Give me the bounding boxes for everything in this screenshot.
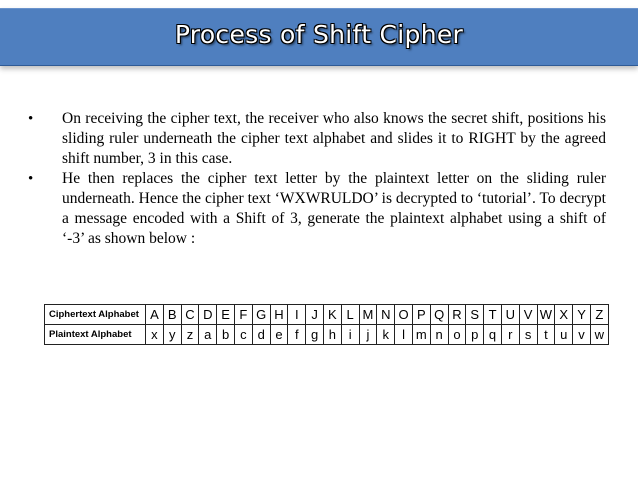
ciphertext-row bbox=[45, 305, 609, 325]
letter-cell: P bbox=[412, 305, 430, 325]
letter-cell: E bbox=[217, 305, 235, 325]
letter-cell: V bbox=[519, 305, 537, 325]
bullet-text: He then replaces the cipher text letter by the plaintext letter on the sliding ruler underneath. Hence the cipher text ‘WXWRULDO’ is decrypted to ‘tutorial’. To decrypt a message encoded with a Shift of 3, generate the plaintext alphabet using a shift of ‘-3’ as shown below : bbox=[62, 170, 606, 247]
row-label: Plaintext Alphabet bbox=[45, 325, 146, 345]
slide-title: Process of Shift Cipher bbox=[174, 20, 464, 49]
letter-cell: e bbox=[270, 325, 288, 345]
letter-cell: I bbox=[288, 305, 306, 325]
letter-cell: s bbox=[519, 325, 537, 345]
letter-cell: K bbox=[323, 305, 341, 325]
bullet-item bbox=[28, 169, 606, 249]
letter-cell: A bbox=[146, 305, 164, 325]
letter-cell: O bbox=[395, 305, 413, 325]
letter-cell: N bbox=[377, 305, 395, 325]
letter-cell: X bbox=[555, 305, 573, 325]
bullet-item bbox=[28, 109, 606, 169]
letter-cell: B bbox=[163, 305, 181, 325]
letter-cell: b bbox=[217, 325, 235, 345]
letter-cell: d bbox=[252, 325, 270, 345]
letter-cell: m bbox=[412, 325, 430, 345]
letter-cell: j bbox=[359, 325, 377, 345]
letter-cell: x bbox=[146, 325, 164, 345]
bullet-marker: • bbox=[28, 171, 34, 187]
letter-cell: Y bbox=[573, 305, 591, 325]
letter-cell: q bbox=[484, 325, 502, 345]
letter-cell: u bbox=[555, 325, 573, 345]
letter-cell: L bbox=[341, 305, 359, 325]
letter-cell: S bbox=[466, 305, 484, 325]
letter-cell: i bbox=[341, 325, 359, 345]
shift-cipher-table bbox=[44, 304, 609, 345]
letter-cell: U bbox=[501, 305, 519, 325]
letter-cell: w bbox=[590, 325, 608, 345]
letter-cell: M bbox=[359, 305, 377, 325]
letter-cell: J bbox=[306, 305, 324, 325]
letter-cell: g bbox=[306, 325, 324, 345]
letter-cell: p bbox=[466, 325, 484, 345]
letter-cell: k bbox=[377, 325, 395, 345]
letter-cell: r bbox=[501, 325, 519, 345]
title-bar bbox=[0, 8, 638, 66]
letter-cell: z bbox=[181, 325, 199, 345]
letter-cell: H bbox=[270, 305, 288, 325]
letter-cell: f bbox=[288, 325, 306, 345]
letter-cell: G bbox=[252, 305, 270, 325]
letter-cell: F bbox=[234, 305, 252, 325]
plaintext-row bbox=[45, 325, 609, 345]
letter-cell: Q bbox=[430, 305, 448, 325]
letter-cell: a bbox=[199, 325, 217, 345]
letter-cell: t bbox=[537, 325, 555, 345]
bullet-text: On receiving the cipher text, the receiver who also knows the secret shift, positions his sliding ruler underneath the cipher text alphabet and slides it to RIGHT by the agreed shift number, 3 in this case. bbox=[62, 110, 606, 167]
letter-cell: c bbox=[234, 325, 252, 345]
letter-cell: C bbox=[181, 305, 199, 325]
letter-cell: T bbox=[484, 305, 502, 325]
letter-cell: n bbox=[430, 325, 448, 345]
bullet-marker: • bbox=[28, 111, 34, 127]
bullet-list bbox=[28, 109, 606, 249]
letter-cell: v bbox=[573, 325, 591, 345]
letter-cell: D bbox=[199, 305, 217, 325]
letter-cell: y bbox=[163, 325, 181, 345]
letter-cell: Z bbox=[590, 305, 608, 325]
letter-cell: R bbox=[448, 305, 466, 325]
row-label: Ciphertext Alphabet bbox=[45, 305, 146, 325]
letter-cell: l bbox=[395, 325, 413, 345]
letter-cell: h bbox=[323, 325, 341, 345]
letter-cell: W bbox=[537, 305, 555, 325]
letter-cell: o bbox=[448, 325, 466, 345]
